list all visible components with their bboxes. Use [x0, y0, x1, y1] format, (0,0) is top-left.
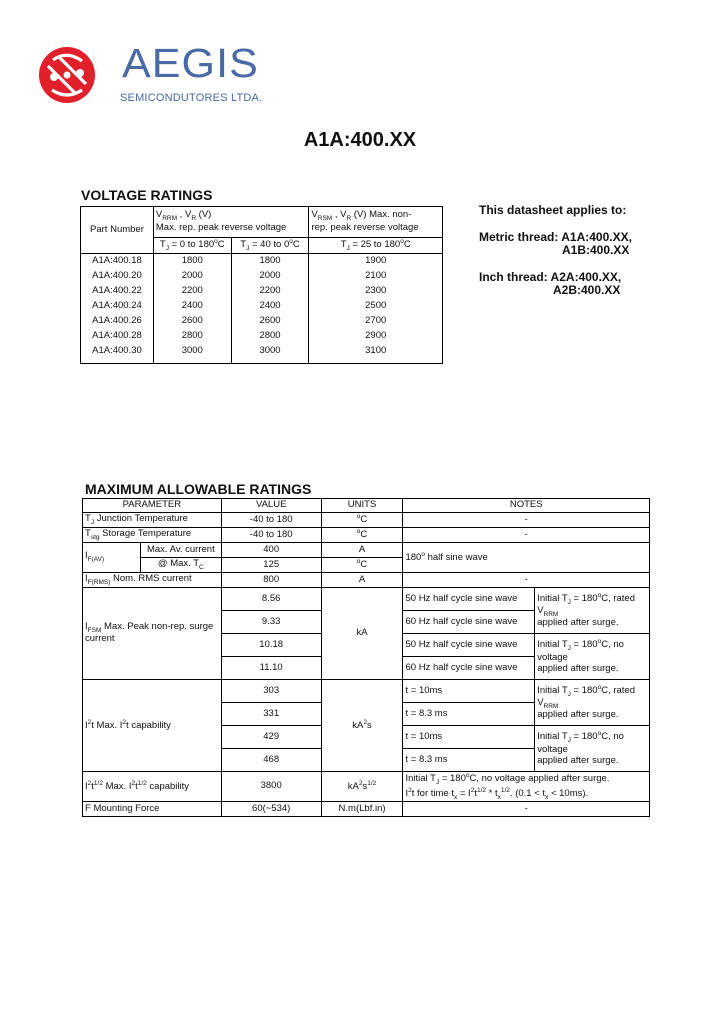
- notes-cell: -: [403, 528, 650, 543]
- vrsm-value: 1900: [309, 254, 443, 270]
- vrsm-value: 2900: [309, 329, 443, 344]
- value-cell: 60(~534): [221, 802, 321, 817]
- value-cell: 11.10: [221, 657, 321, 680]
- value-cell: 429: [221, 726, 321, 749]
- value-cell: -40 to 180: [221, 513, 321, 528]
- vrrm-value: 1800: [231, 254, 309, 270]
- param-i2t: $I^2t$ Max. $I^2t$ capability: [83, 680, 222, 772]
- notes-cell: Initial $T_J = 180^oC$, no voltage applied after surge.: [535, 726, 650, 772]
- voltage-ratings-table: [80, 206, 443, 364]
- units-cell: $^o$C: [321, 528, 403, 543]
- applies-metric-2: A1B:400.XX: [562, 243, 630, 257]
- value-cell: 331: [221, 703, 321, 726]
- table-row: [83, 573, 650, 588]
- vrrm-value: 2200: [153, 284, 231, 299]
- part-number: A1A:400.20: [81, 269, 154, 284]
- value-cell: 10.18: [221, 634, 321, 657]
- units-cell: $^o$C: [321, 513, 403, 528]
- vrrm-value: 2400: [153, 299, 231, 314]
- units-cell: kA: [321, 588, 403, 680]
- units-cell: A: [321, 543, 403, 558]
- condition-cell: t = 8.3 ms: [403, 749, 535, 772]
- condition-cell: t = 10ms: [403, 726, 535, 749]
- temp-range-2: $T_J = 40$ to 0$^o$C: [231, 238, 309, 254]
- param-tstg: $T_{stg}$ Storage Temperature: [83, 528, 222, 543]
- param-force: F Mounting Force: [83, 802, 222, 817]
- value-header: VALUE: [221, 499, 321, 513]
- vrrm-value: 2600: [153, 314, 231, 329]
- vrsm-value: 2500: [309, 299, 443, 314]
- page-title: A1A:400.XX: [303, 129, 417, 151]
- param-sub: Max. Av. current: [140, 543, 221, 558]
- units-cell: A: [321, 573, 403, 588]
- vrrm-value: 2000: [231, 269, 309, 284]
- units-cell: N.m(Lbf.in): [321, 802, 403, 817]
- condition-cell: t = 8.3 ms: [403, 703, 535, 726]
- condition-cell: 60 Hz half cycle sine wave: [403, 611, 535, 634]
- value-cell: 303: [221, 680, 321, 703]
- units-cell: $^o$C: [321, 558, 403, 573]
- vrsm-value: 2700: [309, 314, 443, 329]
- vrrm-value: 2200: [231, 284, 309, 299]
- notes-cell: -: [403, 573, 650, 588]
- maximum-ratings-title: MAXIMUM ALLOWABLE RATINGS: [85, 481, 312, 497]
- value-cell: -40 to 180: [221, 528, 321, 543]
- part-number: A1A:400.24: [81, 299, 154, 314]
- vrrm-value: 2800: [231, 329, 309, 344]
- applies-heading: This datasheet applies to:: [479, 203, 627, 217]
- value-cell: 800: [221, 573, 321, 588]
- table-row: [83, 588, 650, 611]
- part-number: A1A:400.30: [81, 344, 154, 364]
- table-row: [83, 543, 650, 558]
- notes-header: NOTES: [403, 499, 650, 513]
- table-row: [81, 299, 443, 314]
- vrrm-value: 2800: [153, 329, 231, 344]
- notes-cell: Initial $T_J = 180^oC$, no voltage applied after surge.: [535, 634, 650, 680]
- vrsm-value: 3100: [309, 344, 443, 364]
- value-cell: 468: [221, 749, 321, 772]
- table-row: [81, 269, 443, 284]
- notes-cell: Initial $T_J = 180^oC$, no voltage applied after surge. $I^2t$ for time $t_x = I^2t^{1/2} * t_x^{1/2}$. $(0.1 < t_x < 10ms)$.: [403, 772, 650, 802]
- vrrm-value: 2600: [231, 314, 309, 329]
- vrrm-value: 3000: [231, 344, 309, 364]
- part-number: A1A:400.28: [81, 329, 154, 344]
- table-row: [81, 329, 443, 344]
- aegis-logo-icon: [38, 46, 96, 104]
- vrsm-value: 2100: [309, 269, 443, 284]
- brand-name: AEGIS: [122, 40, 259, 86]
- vrrm-value: 2400: [231, 299, 309, 314]
- temp-range-3: $T_J = 25$ to 180$^o$C: [309, 238, 443, 254]
- vrrm-value: 1800: [153, 254, 231, 270]
- table-header-row: [83, 499, 650, 513]
- condition-cell: 50 Hz half cycle sine wave: [403, 588, 535, 611]
- notes-cell: Initial $T_J = 180^oC$, rated $V_{RRM}$ applied after surge.: [535, 680, 650, 726]
- value-cell: 400: [221, 543, 321, 558]
- part-number: A1A:400.22: [81, 284, 154, 299]
- temp-range-1: $T_J = 0$ to 180$^o$C: [153, 238, 231, 254]
- vrrm-value: 2000: [153, 269, 231, 284]
- value-cell: 8.56: [221, 588, 321, 611]
- notes-cell: -: [403, 513, 650, 528]
- voltage-header-row: [81, 207, 443, 238]
- param-tj: $T_J$ Junction Temperature: [83, 513, 222, 528]
- applies-inch-2: A2B:400.XX: [553, 283, 621, 297]
- vrrm-header: $V_{RRM}$ , $V_R$ (V) Max. rep. peak reverse voltage: [153, 207, 309, 238]
- applies-metric-1: Metric thread: A1A:400.XX,: [479, 230, 632, 244]
- param-irms: $I_{F(RMS)}$ Nom. RMS current: [83, 573, 222, 588]
- table-row: [83, 528, 650, 543]
- units-cell: $kA^2s$: [321, 680, 403, 772]
- vrsm-header: $V_{RSM}$ , $V_R$ (V) Max. non- rep. peak reverse voltage: [309, 207, 443, 238]
- notes-cell: -: [403, 802, 650, 817]
- table-row: [81, 314, 443, 329]
- param-ifav: $I_{F(AV)}$: [83, 543, 141, 573]
- table-row: [81, 344, 443, 364]
- table-row: [83, 680, 650, 703]
- vrsm-value: 2300: [309, 284, 443, 299]
- notes-cell: Initial $T_J = 180^oC$, rated $V_{RRM}$ applied after surge.: [535, 588, 650, 634]
- part-number-header: Part Number: [81, 207, 154, 254]
- company-name: SEMICONDUTORES LTDA.: [120, 92, 263, 104]
- units-cell: $kA^2s^{1/2}$: [321, 772, 403, 802]
- table-row: [83, 772, 650, 802]
- param-sub: @ Max. $T_C$: [140, 558, 221, 573]
- param-ifsm: $I_{FSM}$ Max. Peak non-rep. surge current: [83, 588, 222, 680]
- table-row: [83, 513, 650, 528]
- units-header: UNITS: [321, 499, 403, 513]
- value-cell: 9.33: [221, 611, 321, 634]
- maximum-ratings-table: [82, 498, 650, 817]
- parameter-header: PARAMETER: [83, 499, 222, 513]
- part-number: A1A:400.18: [81, 254, 154, 270]
- value-cell: 3800: [221, 772, 321, 802]
- voltage-ratings-title: VOLTAGE RATINGS: [81, 187, 213, 203]
- table-row: [81, 254, 443, 270]
- condition-cell: t = 10ms: [403, 680, 535, 703]
- notes-cell: 180$^o$ half sine wave: [403, 543, 650, 573]
- part-number: A1A:400.26: [81, 314, 154, 329]
- table-row: [81, 284, 443, 299]
- param-i2rt: $I^2t^{1/2}$ Max. $I^2t^{1/2}$ capability: [83, 772, 222, 802]
- applies-inch-1: Inch thread: A2A:400.XX,: [479, 270, 622, 284]
- vrrm-value: 3000: [153, 344, 231, 364]
- value-cell: 125: [221, 558, 321, 573]
- table-row: [83, 802, 650, 817]
- condition-cell: 50 Hz half cycle sine wave: [403, 634, 535, 657]
- condition-cell: 60 Hz half cycle sine wave: [403, 657, 535, 680]
